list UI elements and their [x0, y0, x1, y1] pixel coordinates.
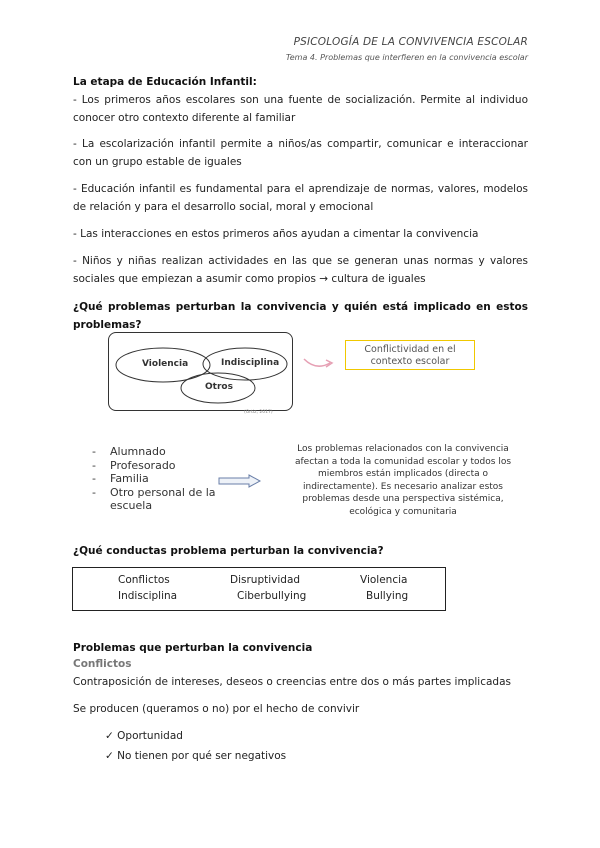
list-item: - Alumnado: [92, 445, 220, 459]
diagram-citation: (Ortiz, 2017): [244, 410, 273, 415]
check-item: ✓ Oportunidad: [105, 730, 183, 742]
table-cell: Violencia: [360, 574, 408, 586]
section1-item-5: - Niños y niñas realizan actividades en las que se generan unas normas y valores sociales que empiezan a asumir como propios → cultura de iguales: [73, 255, 528, 285]
question1: ¿Qué problemas perturban la convivencia y quién está implicado en estos problemas?: [73, 301, 528, 331]
ellipse-label-violencia: Violencia: [142, 359, 189, 369]
section2-subheading: Conflictos: [73, 658, 132, 670]
list-item: - Familia: [92, 472, 220, 486]
implicated-paragraph: Los problemas relacionados con la convivencia afectan a toda la comunidad escolar y todos los miembros están implicados (directa o indirectamente). Es necesario analizar estos problemas desde una perspectiva sistémica, ecológica y comunitaria: [294, 444, 512, 517]
arrow-right-icon: [218, 474, 262, 488]
venn-diagram: [108, 332, 293, 411]
table-cell: Bullying: [366, 590, 409, 602]
section1-item-1: - Los primeros años escolares son una fuente de socialización. Permite al individuo conocer otro contexto diferente al familiar: [73, 94, 528, 124]
list-item: - Otro personal de la escuela: [92, 486, 220, 513]
page-header-subtitle: Tema 4. Problemas que interfieren en la convivencia escolar: [285, 53, 528, 62]
table-cell: Disruptividad: [230, 574, 301, 586]
section2-definition: Contraposición de intereses, deseos o creencias entre dos o más partes implicadas: [73, 676, 511, 688]
question2: ¿Qué conductas problema perturban la convivencia?: [73, 545, 384, 557]
section1-heading: La etapa de Educación Infantil:: [73, 76, 257, 88]
section2-note: Se producen (queramos o no) por el hecho de convivir: [73, 703, 360, 715]
conflictividad-box: Conflictividad en el contexto escolar: [345, 340, 475, 370]
page-header-title: PSICOLOGÍA DE LA CONVIVENCIA ESCOLAR: [293, 36, 528, 48]
list-item: - Profesorado: [92, 459, 220, 473]
implicated-list: [92, 445, 220, 513]
section1-item-4: - Las interacciones en estos primeros años ayudan a cimentar la convivencia: [73, 228, 479, 240]
section1-item-3: - Educación infantil es fundamental para el aprendizaje de normas, valores, modelos de relación y para el desarrollo social, moral y emocional: [73, 183, 528, 213]
table-cell: Conflictos: [118, 574, 170, 586]
check-item: ✓ No tienen por qué ser negativos: [105, 750, 287, 762]
table-cell: Ciberbullying: [237, 590, 307, 602]
section2-heading: Problemas que perturban la convivencia: [73, 642, 313, 654]
ellipse-label-otros: Otros: [205, 382, 233, 392]
section1-item-2: - La escolarización infantil permite a niños/as compartir, comunicar e interaccionar con un grupo estable de iguales: [73, 138, 528, 168]
checks-list: [105, 726, 286, 766]
behaviors-table: [72, 567, 446, 611]
table-cell: Indisciplina: [118, 590, 178, 602]
ellipse-label-indisciplina: Indisciplina: [221, 358, 280, 368]
curved-arrow-icon: [302, 353, 336, 373]
